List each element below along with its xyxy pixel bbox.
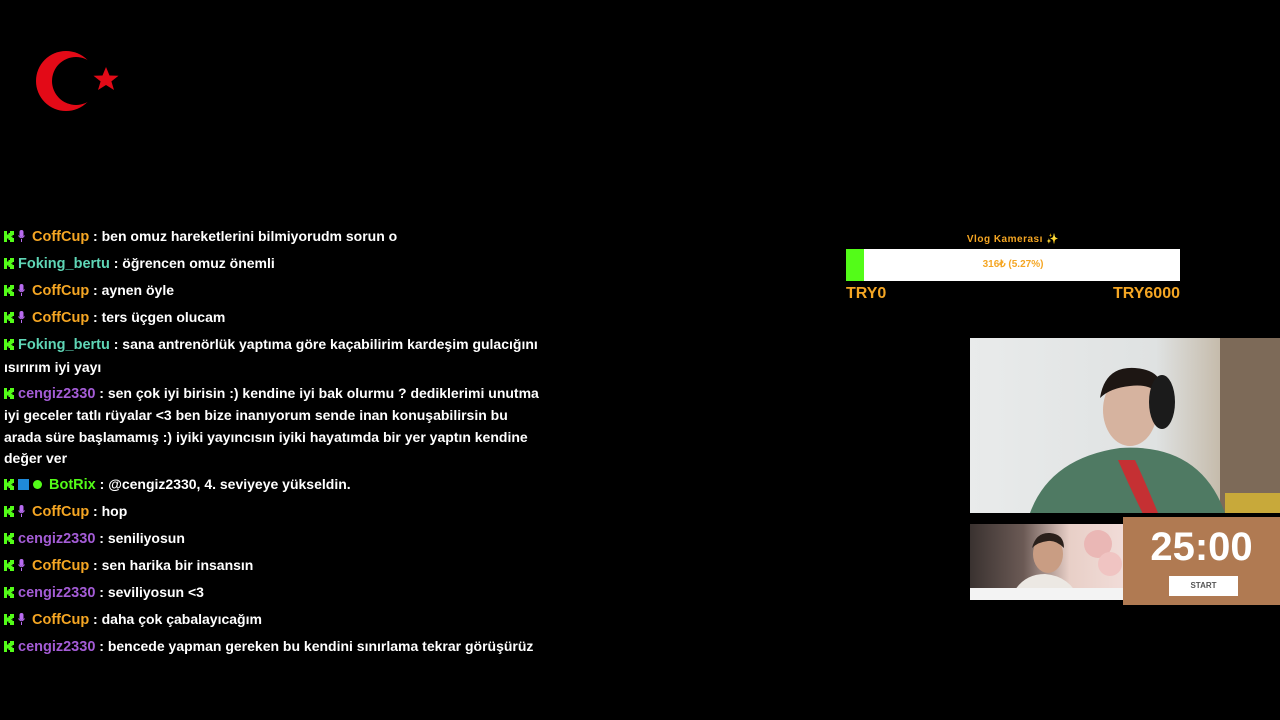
mic-icon bbox=[18, 308, 25, 320]
chat-message bbox=[4, 555, 544, 578]
chat-username[interactable]: CoffCup bbox=[32, 612, 90, 629]
chat-username[interactable]: cengiz2330 bbox=[18, 585, 96, 602]
chat-username[interactable]: BotRix bbox=[49, 477, 96, 494]
chat-separator: : bbox=[89, 557, 102, 574]
kick-icon bbox=[4, 254, 14, 265]
timer-start-button[interactable]: START bbox=[1169, 576, 1238, 596]
goal-progress-bar bbox=[846, 249, 1180, 281]
secondary-video-feed bbox=[970, 524, 1123, 600]
kick-icon bbox=[4, 610, 14, 621]
chat-message-text: sen harika bir insansın bbox=[101, 557, 254, 574]
chat-separator: : bbox=[89, 281, 102, 298]
goal-title: Vlog Kamerası ✨ bbox=[966, 234, 1060, 245]
chat-message-text: seviliyosun <3 bbox=[107, 584, 204, 601]
chat-username[interactable]: CoffCup bbox=[32, 504, 90, 521]
chat-separator: : bbox=[95, 638, 108, 655]
kick-icon bbox=[4, 529, 14, 540]
chat-message bbox=[4, 636, 544, 659]
kick-icon bbox=[4, 556, 14, 567]
chat-username[interactable]: cengiz2330 bbox=[18, 639, 96, 656]
chat-message bbox=[4, 474, 544, 497]
chat-username[interactable]: Foking_bertu bbox=[18, 336, 110, 353]
chat-message bbox=[4, 528, 544, 551]
chat-message bbox=[4, 609, 544, 632]
mic-icon bbox=[18, 502, 25, 514]
chat-message-text: hop bbox=[101, 503, 128, 520]
chat-username[interactable]: cengiz2330 bbox=[18, 531, 96, 548]
turkish-flag-logo bbox=[34, 48, 124, 114]
chat-username[interactable]: CoffCup bbox=[32, 558, 90, 575]
kick-icon bbox=[4, 308, 14, 319]
mic-icon bbox=[18, 610, 25, 622]
timer-value: 25:00 bbox=[1150, 525, 1253, 569]
verified-icon bbox=[33, 480, 42, 489]
chat-separator: : bbox=[95, 476, 109, 493]
chat-message bbox=[4, 582, 544, 605]
goal-max-label: TRY6000 bbox=[1113, 285, 1180, 302]
chat-message-text: sen çok iyi birisin :) kendine iyi bak olurmu ? dediklerimi unutma iyi geceler tatlı rüyalar <3 ben bize inanıyorum sende inan konuşabilirsin bu arada süre başlamamış :) iyiki yayıncısın iyiki hayatımda bir yer yaptın kendine değer ver bbox=[4, 384, 539, 467]
chat-separator: : bbox=[89, 308, 102, 325]
chat-message-text: daha çok çabalayıcağım bbox=[101, 611, 262, 628]
goal-min-label: TRY0 bbox=[846, 285, 887, 302]
pomodoro-timer bbox=[1123, 517, 1280, 605]
kick-icon bbox=[4, 475, 14, 486]
kick-icon bbox=[4, 227, 14, 238]
kick-icon bbox=[4, 502, 14, 513]
chat-separator: : bbox=[89, 503, 102, 520]
chat-message-text: seniliyosun bbox=[107, 530, 185, 547]
chat-message-text: bencede yapman gereken bu kendini sınırlama tekrar görüşürüz bbox=[107, 638, 534, 655]
secondary-video-toolbar bbox=[970, 588, 1123, 600]
chat-separator: : bbox=[95, 530, 108, 547]
chat-username[interactable]: CoffCup bbox=[32, 229, 90, 245]
chat-message bbox=[4, 280, 544, 303]
chat-message bbox=[4, 307, 544, 330]
chat-message bbox=[4, 501, 544, 524]
chat-overlay bbox=[4, 226, 544, 663]
mic-icon bbox=[18, 227, 25, 239]
chat-message-text: @cengiz2330, 4. seviyeye yükseldin. bbox=[108, 476, 351, 493]
mic-icon bbox=[18, 556, 25, 568]
chat-separator: : bbox=[109, 254, 123, 271]
goal-progress-text: 316₺ (5.27%) bbox=[982, 259, 1044, 270]
chat-message-text: ters üçgen olucam bbox=[101, 308, 226, 325]
chat-separator: : bbox=[95, 384, 108, 401]
chat-message bbox=[4, 253, 544, 276]
mic-icon bbox=[18, 281, 25, 293]
kick-icon bbox=[4, 583, 14, 594]
chat-separator: : bbox=[95, 584, 108, 601]
chat-message bbox=[4, 226, 544, 249]
bot-icon bbox=[18, 479, 29, 490]
webcam-feed bbox=[970, 338, 1280, 513]
chat-message bbox=[4, 334, 544, 378]
kick-icon bbox=[4, 281, 14, 292]
chat-username[interactable]: cengiz2330 bbox=[18, 385, 96, 402]
kick-icon bbox=[4, 637, 14, 648]
chat-username[interactable]: CoffCup bbox=[32, 282, 90, 299]
chat-separator: : bbox=[109, 335, 123, 352]
chat-message bbox=[4, 383, 544, 470]
kick-icon bbox=[4, 335, 14, 346]
chat-message-text: öğrencen omuz önemli bbox=[122, 254, 275, 271]
webcam-person-image bbox=[970, 338, 1280, 513]
chat-username[interactable]: Foking_bertu bbox=[18, 255, 110, 272]
chat-separator: : bbox=[89, 228, 102, 244]
chat-message-text: ben omuz hareketlerini bilmiyorudm sorun o bbox=[101, 228, 398, 244]
chat-message-text: aynen öyle bbox=[101, 281, 174, 298]
chat-separator: : bbox=[89, 611, 102, 628]
chat-message-text: sana antrenörlük yaptıma göre kaçabilirim kardeşim gulacığını ısırırım iyi yayı bbox=[4, 335, 538, 375]
chat-username[interactable]: CoffCup bbox=[32, 309, 90, 326]
kick-icon bbox=[4, 384, 14, 395]
